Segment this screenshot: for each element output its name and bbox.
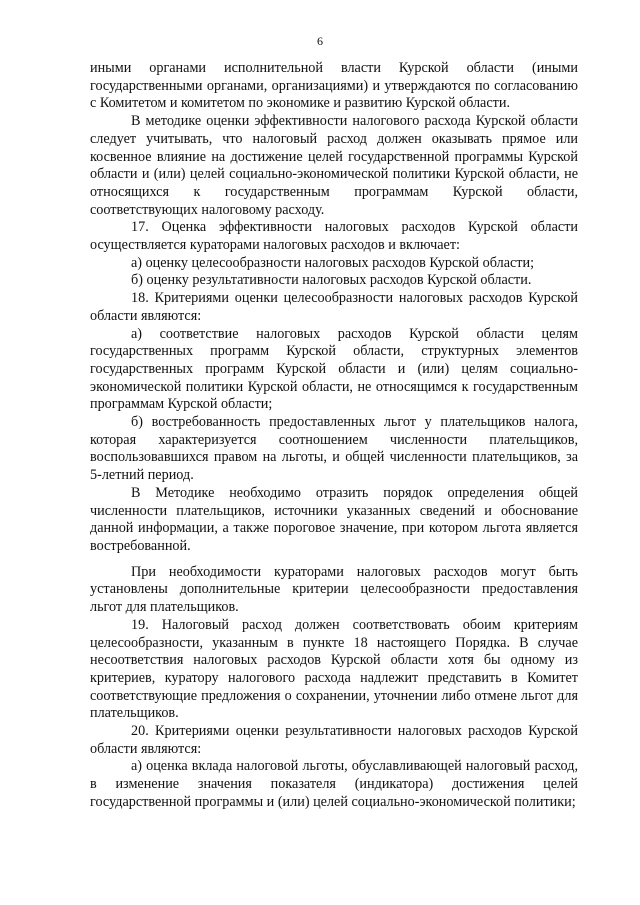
paragraph-clause-19: 19. Налоговый расход должен соответствовать обоим критериям целесообразности, указанным в пункте 18 настоящего Порядка. В случае несоответствия налоговых расходов Курской области хотя бы одному из критериев, куратору налогового расхода надлежит представить в Комитет соответствующие предложения о сохранении, уточнении либо отмене льгот для плательщиков. [90, 616, 578, 722]
paragraph-continuation: иными органами исполнительной власти Курской области (иными государственными органами, организациями) и утверждаются по согласованию с Комитетом и комитетом по экономике и развитию Курской области. [90, 60, 578, 112]
paragraph-methodology-note: В методике оценки эффективности налогового расхода Курской области следует учитывать, что налоговый расход должен оказывать прямое или косвенное влияние на достижение целей государственной программы Курской области и (или) целей социально-экономической политики Курской области, не относящихся к государственным программам Курской области, соответствующих налоговому расходу. [90, 113, 578, 218]
paragraph-clause-18-a: а) соответствие налоговых расходов Курской области целям государственных программ Курской области, структурных элементов государственных программ Курской области и (или) целям социально-экономической политики Курской области, не относящимся к государственным программам Курской области; [90, 325, 578, 413]
paragraph-additional-criteria: При необходимости кураторами налоговых расходов могут быть установлены дополнительные критерии целесообразности предоставления льгот для плательщиков. [90, 563, 578, 616]
paragraph-clause-17: 17. Оценка эффективности налоговых расходов Курской области осуществляется кураторами налоговых расходов и включает: [90, 219, 578, 254]
paragraph-methodology-threshold: В Методике необходимо отразить порядок определения общей численности плательщиков, источники указанных сведений и обоснование данной информации, а также пороговое значение, при котором льгота является востребованной. [90, 484, 578, 554]
paragraph-clause-20: 20. Критериями оценки результативности налоговых расходов Курской области являются: [90, 723, 578, 757]
document-body [90, 60, 578, 812]
paragraph-clause-18: 18. Критериями оценки целесообразности налоговых расходов Курской области являются: [90, 290, 578, 324]
paragraph-clause-17-b: б) оценку результативности налоговых расходов Курской области. [131, 272, 532, 289]
paragraph-clause-18-b: б) востребованность предоставленных льгот у плательщиков налога, которая характеризуется соотношением численности плательщиков, воспользовавшихся правом на льготы, и общей численности плательщиков, за 5-летний период. [90, 414, 578, 484]
page-number: 6 [317, 34, 323, 48]
paragraph-clause-17-a: а) оценку целесообразности налоговых расходов Курской области; [131, 254, 535, 271]
paragraph-clause-20-a: а) оценка вклада налоговой льготы, обуславливающей налоговый расход, в изменение значения показателя (индикатора) достижения целей государственной программы и (или) целей социально-экономической политики; [90, 758, 578, 810]
